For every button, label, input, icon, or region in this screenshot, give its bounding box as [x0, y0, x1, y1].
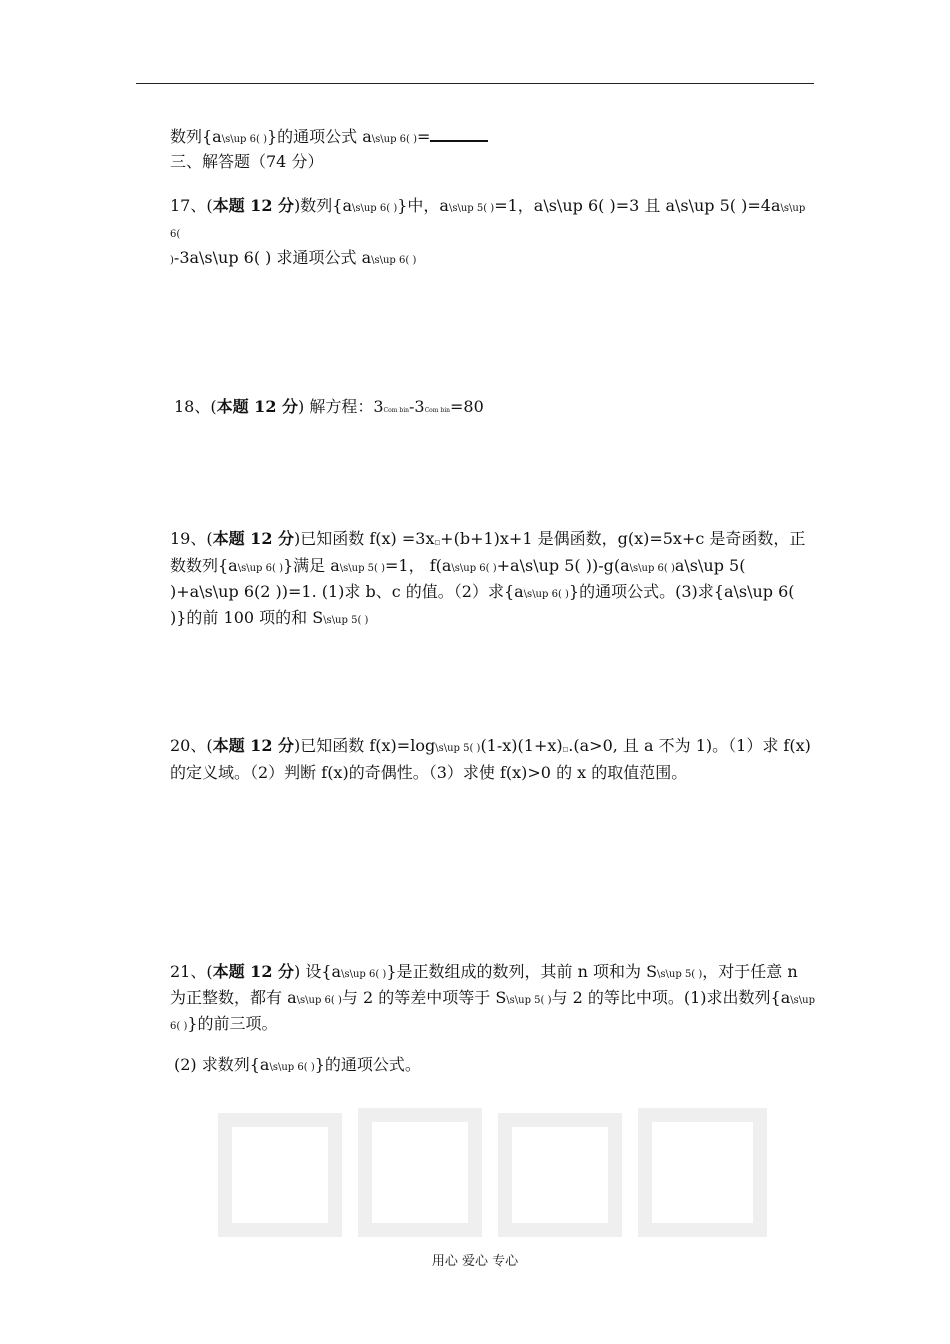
question-number: 21、( [170, 962, 213, 981]
watermark-logo [215, 1100, 775, 1240]
section-title: 三、解答题（74 分） [170, 152, 324, 171]
text: \s\up 6( ) [451, 563, 497, 574]
points-label: 本题 12 分 [212, 962, 295, 981]
text: -3a\s\up 6( ) 求通项公式 a [173, 248, 372, 267]
text: = [417, 127, 431, 146]
text: )已知函数 f(x) =3x [294, 529, 435, 548]
text: □ [434, 539, 441, 546]
text: }的通项公式。(3)求{a\s\up 6( )}的前 100 项的和 S [170, 582, 795, 627]
points-label: 本题 12 分 [212, 196, 295, 215]
text: \s\up 6( ) [523, 589, 569, 600]
page-footer: 用心 爱心 专心 [431, 1254, 519, 1269]
text: \s\up 6( ) [629, 563, 675, 574]
points-label: 本题 12 分 [216, 397, 299, 416]
text: \s\up 5( ) [448, 203, 495, 214]
question-number: 19、( [170, 529, 213, 548]
text: ) [170, 255, 174, 266]
question-21-part-2 [174, 1053, 819, 1079]
text: ) 设{a [294, 962, 342, 981]
text: -3 [408, 397, 425, 416]
text: a\s\up 5( )+a\s\up 6(2 ))=1. (1)求 b、c 的值。（2）求{a [170, 556, 746, 601]
text: \s\up 6( ) [221, 134, 267, 145]
text: )数列{a [294, 196, 352, 215]
text: =1， f(a [385, 556, 452, 575]
text: \s\up 6( ) [296, 995, 342, 1006]
text: ) 解方程：3 [298, 397, 384, 416]
text: (2) 求数列{a [174, 1055, 270, 1074]
text: \s\up 6( ) [371, 134, 418, 145]
question-20 [170, 734, 815, 784]
question-21 [170, 960, 815, 1038]
text: \s\up 6( ) [269, 1062, 315, 1073]
text: 与 2 的等差中项等于 S [341, 988, 507, 1007]
text: \s\up 5( ) [506, 995, 552, 1006]
text: }的前三项。 [187, 1014, 278, 1033]
text: Com bin [424, 407, 451, 414]
text: (1-x)(1+x) [480, 736, 563, 755]
text: \s\up 6( ) [371, 255, 417, 266]
header-rule [136, 83, 814, 84]
text: □ [562, 746, 569, 753]
text: \s\up 6( ) [170, 995, 815, 1032]
text: \s\up 5( ) [435, 743, 481, 754]
text: \s\up 5( ) [323, 615, 369, 626]
text: \s\up 6( ) [341, 969, 387, 980]
question-19 [170, 527, 815, 632]
text: }是正数组成的数列，其前 n 项和为 S [386, 962, 658, 981]
text: .(a>0, 且 a 不为 1)。（1）求 f(x)的定义域。（2）判断 f(x)的奇偶性。（3）求使 f(x)>0 的 x 的取值范围。 [170, 736, 811, 782]
question-number: 20、( [170, 736, 213, 755]
question-18 [174, 395, 819, 422]
text: +a\s\up 5( ))-g(a [496, 556, 630, 575]
text: 数列{a [170, 127, 222, 146]
question-number: 18、( [174, 397, 217, 416]
text: \s\up 5( ) [339, 563, 386, 574]
text: 与 2 的等比中项。(1)求出数列{a [551, 988, 791, 1007]
text: )已知函数 f(x)=log [294, 736, 436, 755]
text: }中，a [397, 196, 449, 215]
question-number: 17、( [170, 196, 213, 215]
text: }的通项公式 a [266, 127, 372, 146]
text: Com bin [383, 407, 409, 414]
sequence-formula-line [170, 125, 815, 151]
text: }的通项公式。 [314, 1055, 421, 1074]
points-label: 本题 12 分 [212, 529, 295, 548]
text: =1，a\s\up 6( )=3 且 a\s\up 5( )=4a [494, 196, 781, 215]
text: ，对于任意 n 为正整数，都有 a [170, 962, 798, 1007]
text: \s\up 6( ) [352, 203, 398, 214]
text: +(b+1)x+1 是偶函数，g(x)=5x+c 是奇函数，正数数列{a [170, 529, 806, 575]
text: \s\up 5( ) [657, 969, 703, 980]
text: }满足 a [282, 556, 340, 575]
text: =80 [450, 397, 484, 416]
question-17 [170, 194, 815, 272]
points-label: 本题 12 分 [212, 736, 295, 755]
text: \s\up 6( ) [237, 563, 283, 574]
text: \s\up 6( [170, 203, 806, 240]
answer-blank[interactable] [430, 126, 488, 142]
